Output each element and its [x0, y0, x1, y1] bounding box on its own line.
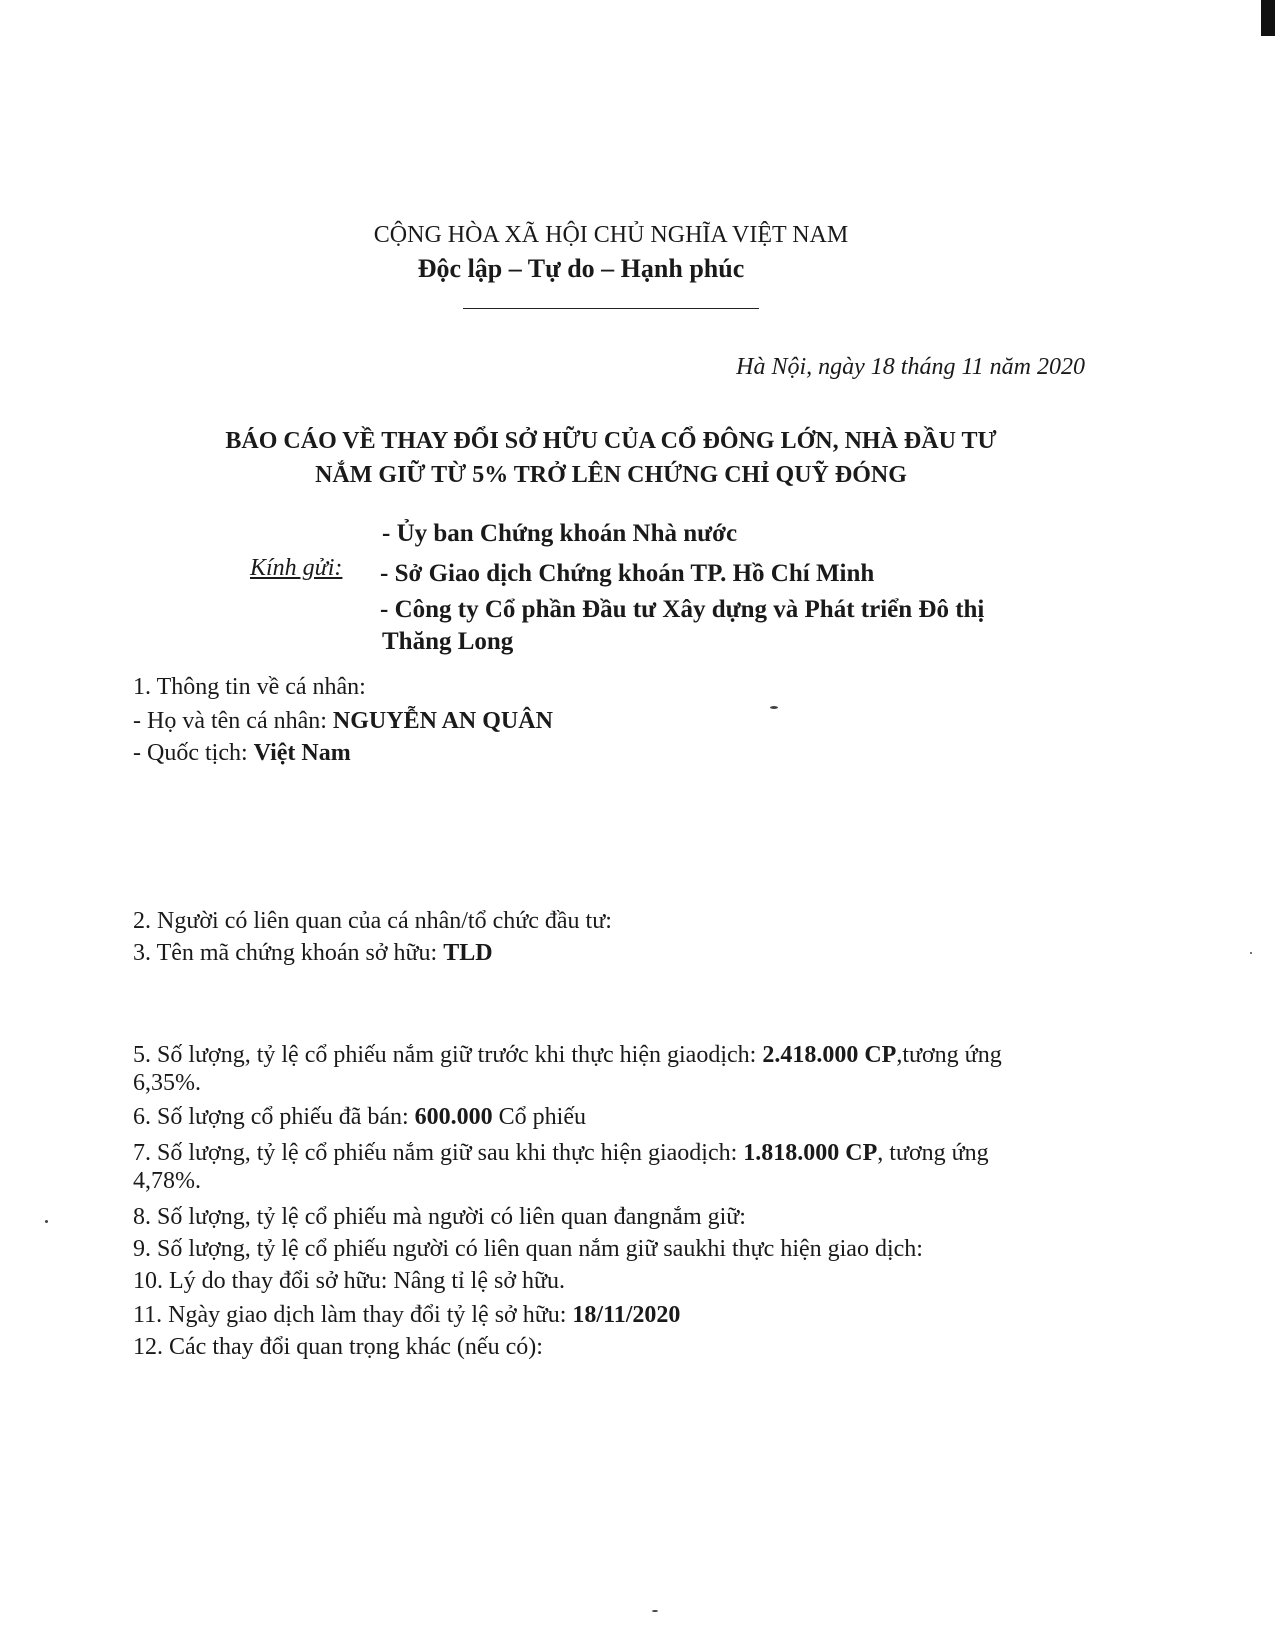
item-nationality: [133, 740, 351, 768]
shares-sold-label: 6. Số lượng cổ phiếu đã bán:: [133, 1104, 415, 1130]
holding-before-percent: 6,35%.: [133, 1070, 201, 1096]
nation-heading: CỘNG HÒA XÃ HỘI CHỦ NGHĨA VIỆT NAM: [373, 222, 849, 248]
holding-before-value: 2.418.000 CP: [762, 1042, 897, 1068]
holding-before-label: 5. Số lượng, tỷ lệ cổ phiếu nắm giữ trước khi thực hiện giaodịch:: [133, 1042, 763, 1068]
holding-after-percent: 4,78%.: [133, 1168, 201, 1194]
scan-speck: [1250, 952, 1252, 954]
transaction-date-label: 11. Ngày giao dịch làm thay đổi tỷ lệ sở hữu:: [133, 1302, 573, 1328]
scan-speck: [45, 1220, 48, 1223]
holding-after-tail: , tương ứng: [877, 1140, 989, 1166]
holding-after-label: 7. Số lượng, tỷ lệ cổ phiếu nắm giữ sau khi thực hiện giaodịch:: [133, 1140, 744, 1166]
place-date: Hà Nội, ngày 18 tháng 11 năm 2020: [736, 354, 1085, 380]
ticker-value: TLD: [443, 940, 493, 966]
item-related-persons: 2. Người có liên quan của cá nhân/tổ chức đầu tư:: [133, 908, 612, 934]
header-divider: [463, 308, 759, 309]
full-name-value: NGUYỄN AN QUÂN: [332, 708, 553, 734]
full-name-label: - Họ và tên cá nhân:: [133, 708, 333, 734]
report-title-line-2: NẮM GIỮ TỪ 5% TRỞ LÊN CHỨNG CHỈ QUỸ ĐÓNG: [315, 462, 907, 488]
recipients-label: Kính gửi:: [250, 555, 343, 581]
item-related-holding-after: 9. Số lượng, tỷ lệ cổ phiếu người có liên quan nắm giữ saukhi thực hiện giao dịch:: [133, 1236, 923, 1262]
item-holding-after: [133, 1140, 989, 1168]
shares-sold-value: 600.000: [414, 1104, 493, 1130]
nationality-value: Việt Nam: [253, 740, 351, 766]
holding-after-value: 1.818.000 CP: [743, 1140, 878, 1166]
recipient-ssc: - Ủy ban Chứng khoán Nhà nước: [382, 520, 738, 547]
shares-sold-tail: Cổ phiếu: [492, 1104, 586, 1130]
item-ticker: [133, 940, 493, 968]
item-holding-before: [133, 1042, 1002, 1070]
motto-heading: Độc lập – Tự do – Hạnh phúc: [417, 254, 745, 283]
recipient-company: - Công ty Cổ phần Đầu tư Xây dựng và Phát triển Đô thị: [380, 596, 985, 623]
transaction-date-value: 18/11/2020: [572, 1302, 681, 1328]
recipient-hose: - Sở Giao dịch Chứng khoán TP. Hồ Chí Minh: [380, 560, 875, 587]
item-other-changes: 12. Các thay đổi quan trọng khác (nếu có):: [133, 1334, 543, 1360]
item-transaction-date: [133, 1302, 680, 1330]
ticker-label: 3. Tên mã chứng khoán sở hữu:: [133, 940, 444, 966]
scan-speck: [770, 706, 778, 709]
item-full-name: [133, 708, 553, 736]
item-personal-info: 1. Thông tin về cá nhân:: [133, 674, 366, 700]
recipient-company-continued: Thăng Long: [382, 628, 514, 655]
item-related-holding: 8. Số lượng, tỷ lệ cổ phiếu mà người có liên quan đangnắm giữ:: [133, 1204, 746, 1230]
nationality-label: - Quốc tịch:: [133, 740, 254, 766]
scan-edge-mark: [1261, 0, 1275, 36]
holding-before-tail: ,tương ứng: [896, 1042, 1002, 1068]
scan-speck: [652, 1610, 658, 1612]
item-shares-sold: [133, 1104, 586, 1132]
report-title-line-1: BÁO CÁO VỀ THAY ĐỔI SỞ HỮU CỦA CỔ ĐÔNG LỚN, NHÀ ĐẦU TƯ: [225, 428, 997, 454]
item-reason: 10. Lý do thay đổi sở hữu: Nâng tỉ lệ sở hữu.: [133, 1268, 566, 1294]
